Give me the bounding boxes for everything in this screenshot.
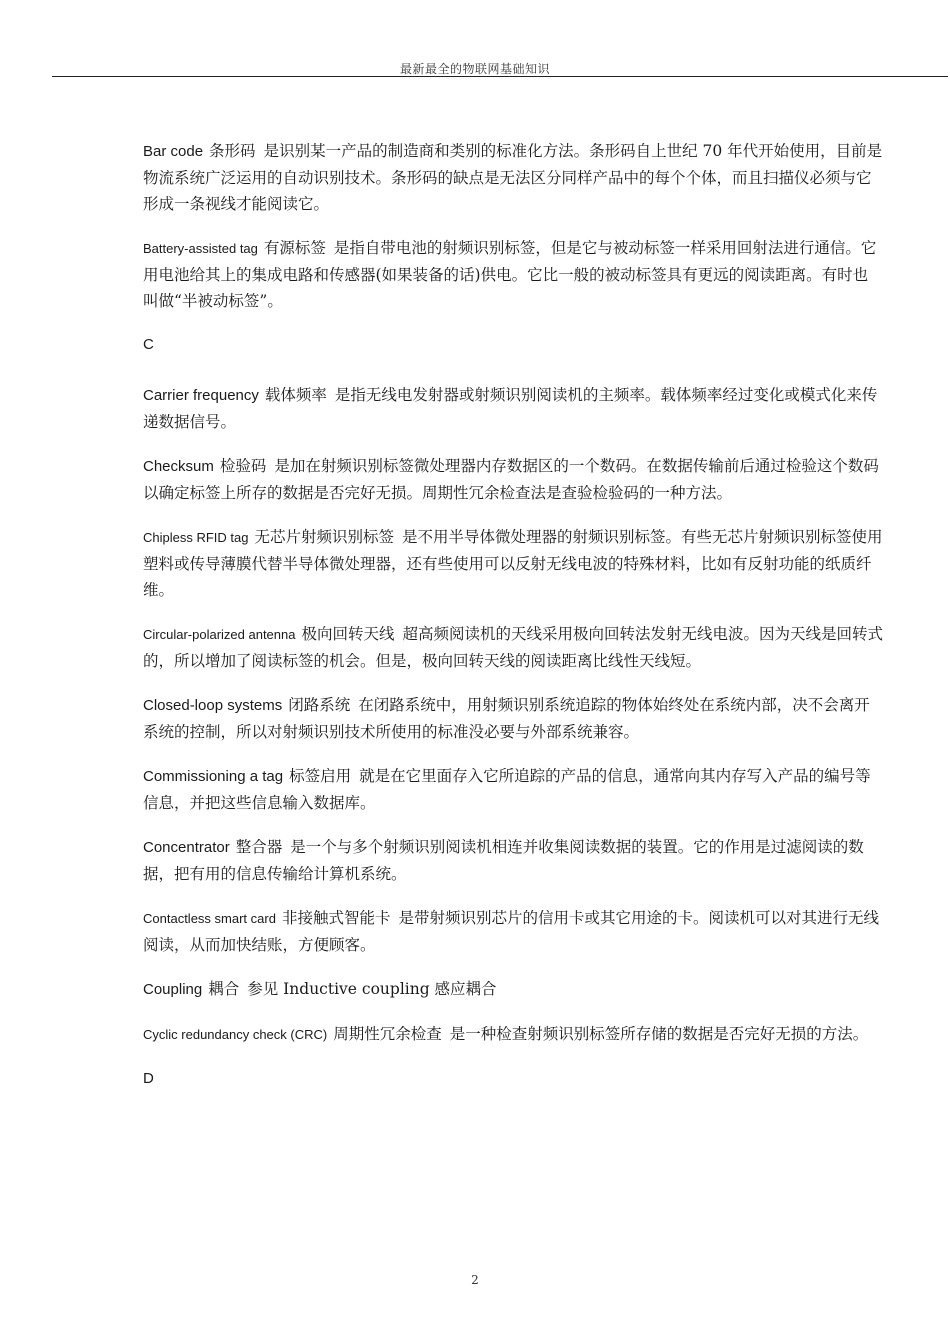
entry-chinese-term: 极向回转天线 — [301, 625, 395, 643]
glossary-entry-circular-polarized-antenna — [143, 621, 883, 674]
entry-chinese-term: 非接触式智能卡 — [281, 909, 391, 927]
entry-definition: 是带射频识别芯片的信用卡或其它用途的卡。阅读机可以对其进行无线阅读，从而加快结账，方便顾客。 — [143, 909, 879, 954]
page-header: 最新最全的物联网基础知识 — [399, 62, 550, 76]
entry-chinese-term: 有源标签 — [263, 239, 326, 257]
glossary-entry-cyclic-redundancy-check — [143, 1021, 883, 1048]
section-letter-d: D — [143, 1070, 154, 1087]
entry-definition: 在闭路系统中，用射频识别系统追踪的物体始终处在系统内部，决不会离开系统的控制，所以对射频识别技术所使用的标准没必要与外部系统兼容。 — [143, 696, 870, 741]
entry-term: Chipless RFID tag — [143, 530, 249, 545]
entry-term: Checksum — [143, 458, 214, 475]
entry-chinese-term: 检验码 — [219, 457, 267, 475]
header-rule — [52, 76, 948, 77]
entry-term: Concentrator — [143, 839, 230, 856]
entry-definition: 是一个与多个射频识别阅读机相连并收集阅读数据的装置。它的作用是过滤阅读的数据，把有用的信息传输给计算机系统。 — [143, 838, 864, 883]
entry-chinese-term: 无芯片射频识别标签 — [254, 528, 394, 546]
glossary-entry-contactless-smart-card — [143, 905, 883, 958]
entry-definition: 是一种检查射频识别标签所存储的数据是否完好无损的方法。 — [449, 1025, 869, 1043]
entry-term: Closed-loop systems — [143, 697, 283, 714]
entry-chinese-term: 耦合 — [208, 980, 240, 998]
entry-term: Commissioning a tag — [143, 768, 284, 785]
entry-term: Coupling — [143, 981, 203, 998]
entry-definition: 就是在它里面存入它所追踪的产品的信息，通常向其内存写入产品的编号等信息，并把这些信息输入数据库。 — [143, 767, 871, 812]
entry-term: Contactless smart card — [143, 911, 276, 926]
glossary-entry-checksum — [143, 453, 883, 506]
entry-definition: 是加在射频识别标签微处理器内存数据区的一个数码。在数据传输前后通过检验这个数码以确定标签上所存的数据是否完好无损。周期性冗余检查法是查验检验码的一种方法。 — [143, 457, 879, 502]
entry-term: Cyclic redundancy check (CRC) — [143, 1027, 328, 1042]
entry-chinese-term: 标签启用 — [289, 767, 352, 785]
section-letter-c: C — [143, 336, 154, 353]
glossary-content — [143, 138, 883, 1116]
entry-term: Circular-polarized antenna — [143, 627, 296, 642]
entry-chinese-term: 闭路系统 — [288, 696, 351, 714]
entry-term: Carrier frequency — [143, 387, 259, 404]
entry-definition: 超高频阅读机的天线采用极向回转法发射无线电波。因为天线是回转式的，所以增加了阅读标签的机会。但是，极向回转天线的阅读距离比线性天线短。 — [143, 625, 884, 670]
entry-definition: 是指自带电池的射频识别标签，但是它与被动标签一样采用回射法进行通信。它用电池给其上的集成电路和传感器(如果装备的话)供电。它比一般的被动标签具有更远的阅读距离。有时也叫做“半被动标签”。 — [143, 239, 877, 310]
entry-chinese-term: 载体频率 — [264, 386, 327, 404]
entry-chinese-term: 条形码 — [209, 142, 256, 160]
glossary-entry-concentrator — [143, 834, 883, 887]
entry-chinese-term: 周期性冗余检查 — [333, 1025, 442, 1043]
glossary-entry-bar-code — [143, 138, 883, 217]
glossary-entry-coupling — [143, 976, 883, 1003]
entry-term: Bar code — [143, 143, 204, 160]
entry-definition: 参见 Inductive coupling 感应耦合 — [247, 980, 497, 998]
glossary-entry-chipless-rfid-tag — [143, 524, 883, 603]
entry-chinese-term: 整合器 — [235, 838, 283, 856]
entry-definition: 是识别某一产品的制造商和类别的标准化方法。条形码自上世纪 70 年代开始使用，目前是物流系统广泛运用的自动识别技术。条形码的缺点是无法区分同样产品中的每个个体，而且扫描仪必须与它形成一条视线才能阅读它。 — [143, 142, 883, 213]
glossary-entry-commissioning-a-tag — [143, 763, 883, 816]
glossary-entry-battery-assisted-tag — [143, 235, 883, 314]
entry-term: Battery-assisted tag — [143, 241, 258, 256]
page-number: 2 — [471, 1273, 479, 1287]
glossary-entry-closed-loop-systems — [143, 692, 883, 745]
entry-definition: 是不用半导体微处理器的射频识别标签。有些无芯片射频识别标签使用塑料或传导薄膜代替半导体微处理器，还有些使用可以反射无线电波的特殊材料，比如有反射功能的纸质纤维。 — [143, 528, 883, 599]
glossary-entry-carrier-frequency — [143, 382, 883, 435]
entry-definition: 是指无线电发射器或射频识别阅读机的主频率。载体频率经过变化或模式化来传递数据信号。 — [143, 386, 878, 431]
